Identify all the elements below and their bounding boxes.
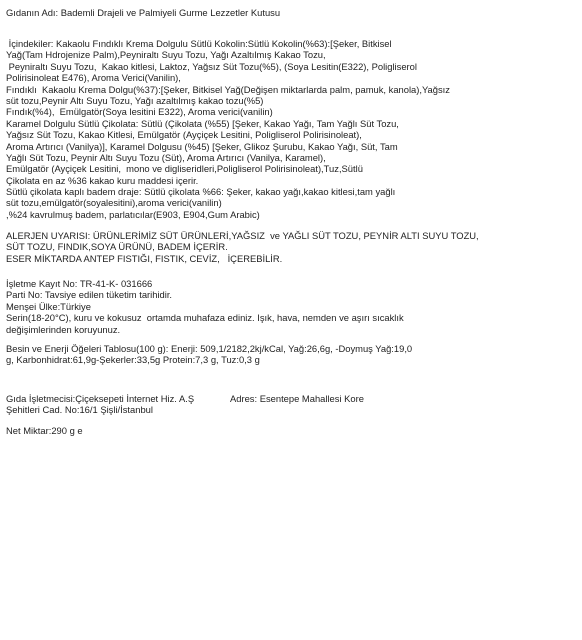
ingredients-line: Peyniraltı Suyu Tozu, Kakao kitlesi, Laktoz, Yağsız Süt Tozu(%5), (Soya Lesitin(E322), Poligliserol [6,60,417,72]
ingredients-line: Fındıklı Kakaolu Krema Dolgu(%37):[Şeker, Bitkisel Yağ(Değişen miktarlarda palm, pamuk, kanola),Yağsız [6,83,450,95]
storage-instructions: değişimlerinden koruyunuz. [6,323,121,335]
ingredients-line: Sütlü çikolata kaplı badem draje: Sütlü çikolata %66: Şeker, kakao yağı,kakao kitlesi,tam yağlı [6,186,396,198]
allergen-warning-section [6,230,479,264]
lot-number: Parti No: Tavsiye edilen tüketim tarihidir. [6,289,173,301]
ingredients-line: Çikolata en az %36 kakao kuru maddesi içerir. [6,174,199,186]
ingredients-line: Yağsız Süt Tozu, Kakao Kitlesi, Emülgatör (Ayçiçek Lesitini, Poligliserol Polirisinoleat), [6,129,362,141]
ingredients-section [6,38,450,220]
ingredients-line: Karamel Dolgulu Sütlü Çikolata: Sütlü (Çikolata (%55) [Şeker, Kakao Yağı, Tam Yağlı Süt Tozu, [6,117,399,129]
business-info-section [6,278,404,335]
nutrition-facts-section [6,343,412,366]
address-label: Adres: Esentepe Mahallesi Kore [230,393,364,404]
ingredients-line: Yağlı Süt Tozu, Peynir Altı Suyu Tozu (Süt), Aroma Artırıcı (Vanilya, Karamel), [6,151,326,163]
ingredients-line: Yağ(Tam Hdrojenize Palm),Peyniraltı Suyu Tozu, Yağı Azaltılmış Kakao Tozu, [6,49,326,61]
country-of-origin: Menşei Ülke:Türkiye [6,300,91,312]
storage-instructions: Serin(18-20°C), kuru ve kokusuz ortamda muhafaza ediniz. Işık, hava, nemden ve aşırı sıcaklık [6,312,404,324]
ingredients-line: Fındık(%4), Emülgatör(Soya lesitini E322), Aroma verici(vanilin) [6,106,273,118]
ingredients-line: İçindekiler: Kakaolu Fındıklı Krema Dolgulu Sütlü Kokolin:Sütlü Kokolin(%63):[Şeker, Bitkisel [6,38,392,49]
registration-number: İşletme Kayıt No: TR-41-K- 031666 [6,278,153,289]
allergen-line: ALERJEN UYARISI: ÜRÜNLERİMİZ SÜT ÜRÜNLERİ,YAĞSIZ ve YAĞLI SÜT TOZU, PEYNİR ALTI SUYU TOZU, [6,230,479,241]
net-weight [6,425,83,436]
allergen-line: ESER MİKTARDA ANTEP FISTIĞI, FISTIK, CEVİZ, İÇEREBİLİR. [6,252,283,264]
street-address: Şehitleri Cad. No:16/1 Şişli/İstanbul [6,404,153,416]
ingredients-line: Emülgatör (Ayçiçek Lesitini, mono ve digliseridleri,Poligliserol Polirisinoleat),Tuz,Sütlü [6,163,363,175]
nutrition-line: Besin ve Enerji Öğeleri Tablosu(100 g): Enerji: 509,1/2182,2kj/kCal, Yağ:26,6g, -Doymuş Yağ:19,0 [6,343,413,354]
ingredients-line: süt tozu,emülgatör(soyalesitini),aroma verici(vanilin) [6,197,222,209]
nutrition-line: g, Karbonhidrat:61,9g-Şekerler:33,5g Protein:7,3 g, Tuz:0,3 g [6,354,260,366]
ingredients-line: Polirisinoleat E476), Aroma Verici(Vanilin), [6,72,181,84]
company-address-section [6,393,576,416]
company-name: Gıda İşletmecisi:Çiçeksepeti İnternet Hiz. A.Ş [6,393,195,404]
company-row [6,393,576,404]
ingredients-line: ,%24 kavrulmuş badem, parlatıcılar(E903, E904,Gum Arabic) [6,208,260,220]
product-name [6,7,280,18]
product-name-text: Gıdanın Adı: Bademli Drajeli ve Palmiyeli Gurme Lezzetler Kutusu [6,7,281,18]
ingredients-line: süt tozu,Peynir Altı Suyu Tozu, Yağı azaltılmış kakao tozu(%5) [6,94,264,106]
allergen-line: SÜT TOZU, FINDIK,SOYA ÜRÜNÜ, BADEM İÇERİR. [6,241,228,253]
ingredients-line: Aroma Artırıcı (Vanilya)], Karamel Dolgusu (%45) [Şeker, Glikoz Şurubu, Kakao Yağı, Süt, Tam [6,140,398,152]
net-weight-text: Net Miktar:290 g e [6,425,83,436]
